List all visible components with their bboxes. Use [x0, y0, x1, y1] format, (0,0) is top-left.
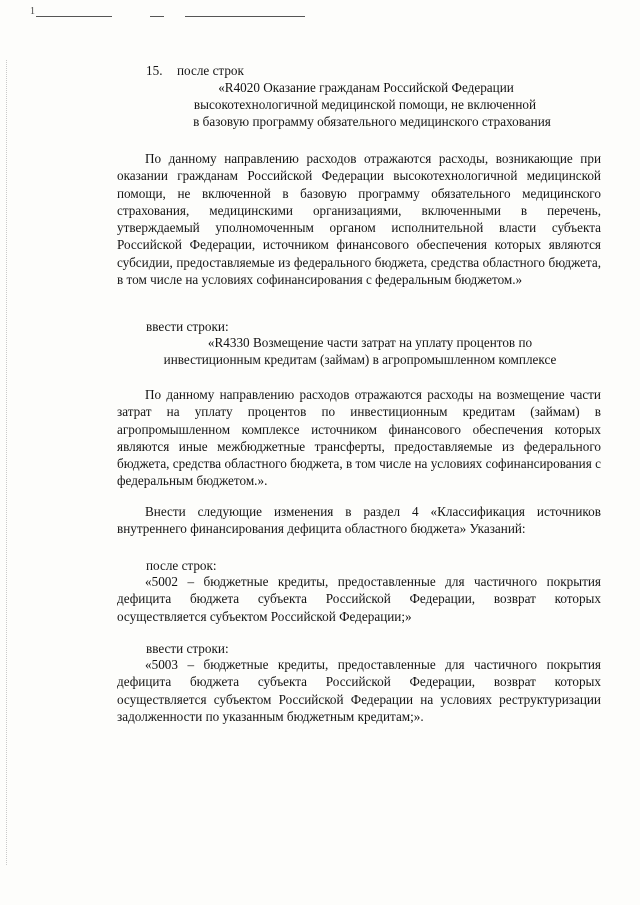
quote1-line1: «R4020 Оказание гражданам Российской Федерации — [218, 80, 514, 95]
insert1-label: ввести строки: — [146, 319, 229, 334]
after2-text: «5002 – бюджетные кредиты, предоставленные для частичного покрытия дефицита бюджета субъекта Российской Федерации, возврат которых осуществляется субъектом Российской Федерации;» — [117, 574, 601, 624]
paragraph-1: По данному направлению расходов отражаются расходы, возникающие при оказании гражданам Российской Федерации высокотехнологичной медицинской помощи, не включенной в базовую программу обязательного медицинского страхования, медицинскими организациями, включенными в перечень, утверждаемый уполномоченным органом исполнительной власти субъекта Российской Федерации, источником финансового обеспечения которых являются субсидии, предоставляемые из федерального бюджета, средства областного бюджета, в том числе на условиях софинансирования с федеральным бюджетом.» — [117, 151, 601, 288]
header-rule — [36, 16, 112, 17]
paragraph-2: По данному направлению расходов отражаются расходы на возмещение части затрат на уплату процентов по инвестиционным кредитам (займам) в агропромышленном комплексе источником финансового обеспечения которых являются иные межбюджетные трансферты, предоставляемые из федерального бюджета, средства областного бюджета, в том числе на условиях софинансирования с федеральным бюджетом.». — [117, 387, 601, 489]
scan-edge — [6, 60, 7, 865]
quote1-line3: в базовую программу обязательного медицинского страхования — [193, 114, 551, 129]
insert2-label: ввести строки: — [146, 641, 229, 656]
header-mark: 1 — [30, 6, 35, 17]
header-rule — [185, 16, 305, 17]
paragraph-3: Внести следующие изменения в раздел 4 «Классификация источников внутреннего финансирования дефицита областного бюджета» Указаний: — [117, 504, 601, 537]
item-intro: после строк — [177, 63, 244, 78]
header-rule — [150, 16, 164, 17]
after2-label: после строк: — [146, 558, 217, 573]
item-number: 15. — [146, 63, 163, 78]
quote1-line2: высокотехнологичной медицинской помощи, не включенной — [193, 97, 537, 112]
insert1-line2: инвестиционным кредитам (займам) в агропромышленном комплексе — [163, 352, 557, 367]
insert1-line1: «R4330 Возмещение части затрат на уплату процентов по — [207, 335, 533, 350]
insert2-text: «5003 – бюджетные кредиты, предоставленные для частичного покрытия дефицита бюджета субъекта Российской Федерации, возврат которых осуществляется субъектом Российской Федерации на условиях реструктуризации задолженности по указанным бюджетным кредитам;». — [117, 657, 601, 724]
